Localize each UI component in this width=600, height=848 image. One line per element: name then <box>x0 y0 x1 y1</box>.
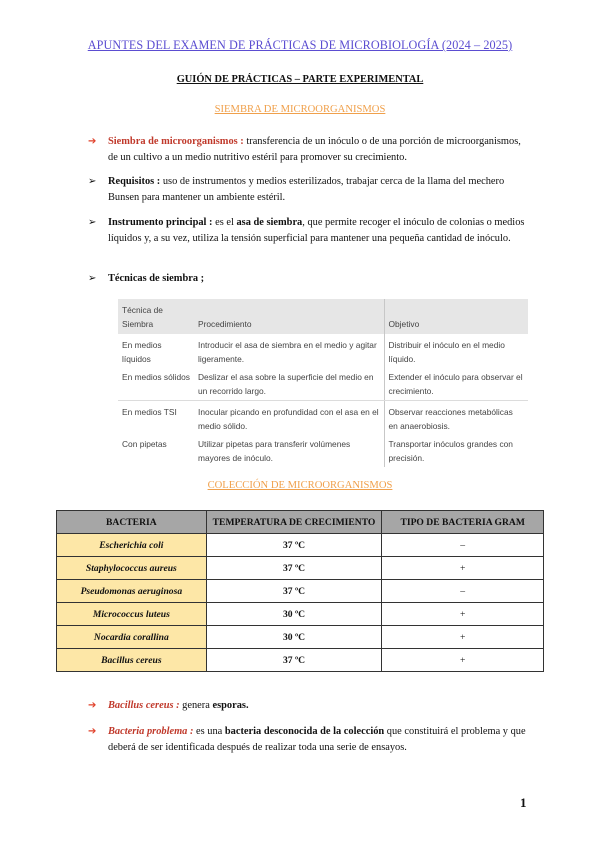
bullet-text: transferencia de un inóculo o de una porción de microorganismos, de un cultivo a un medio nutritivo estéril para promover su crecimiento. <box>108 136 521 163</box>
table-cell: En medios sólidos <box>118 368 194 401</box>
note-text: genera <box>179 700 213 711</box>
arrow-icon: ➔ <box>88 136 97 147</box>
bullet-term-asa: asa de siembra <box>236 217 303 228</box>
table-cell: Observar reacciones metabólicas en anaerobiosis. <box>388 407 513 431</box>
bullet-text: es el <box>212 217 237 228</box>
note-term: Bacteria problema : <box>108 726 194 737</box>
arrow-icon: ➔ <box>88 726 97 737</box>
note-text: que constituirá el problema y que deberá de ser identificada después de realizar toda una serie de ensayos. <box>108 726 526 753</box>
table-header: Objetivo <box>384 299 528 334</box>
table-cell: Transportar inóculos grandes con precisión. <box>388 439 513 463</box>
table-row <box>57 649 544 672</box>
page-number: 1 <box>520 795 527 810</box>
bullet-term: Requisitos : <box>108 176 161 187</box>
table-cell: Extender el inóculo para observar el crecimiento. <box>384 368 528 401</box>
bacteria-name: Staphylococcus aureus <box>57 557 207 580</box>
bullet-tecnicas <box>88 271 528 287</box>
arrowhead-icon: ➢ <box>88 217 97 228</box>
arrow-icon: ➔ <box>88 700 97 711</box>
bullet-siembra <box>88 134 528 165</box>
growth-temperature: 37 ºC <box>206 557 382 580</box>
bullet-instrumento <box>88 215 528 246</box>
table-header: TIPO DE BACTERIA GRAM <box>382 511 544 534</box>
document-title: APUNTES DEL EXAMEN DE PRÁCTICAS DE MICROBIOLOGÍA (2024 – 2025) <box>87 38 513 52</box>
bullet-term: Instrumento principal : <box>108 217 213 228</box>
bacteria-name: Nocardia corallina <box>57 626 207 649</box>
table-row <box>118 334 528 368</box>
table-cell: Deslizar el asa sobre la superficie del medio en un recorrido largo. <box>194 368 384 401</box>
siembra-techniques-table <box>118 299 528 467</box>
note-bacteria-problema <box>88 724 528 755</box>
note-bold: esporas. <box>212 700 249 711</box>
table-row <box>57 603 544 626</box>
bacteria-name: Micrococcus luteus <box>57 603 207 626</box>
table-row <box>118 435 528 467</box>
note-term: Bacillus cereus : <box>108 700 180 711</box>
growth-temperature: 37 ºC <box>206 649 382 672</box>
growth-temperature: 30 ºC <box>206 626 382 649</box>
gram-type: + <box>382 626 544 649</box>
table-header: BACTERIA <box>57 511 207 534</box>
table-cell: En medios TSI <box>122 407 177 417</box>
gram-type: + <box>382 557 544 580</box>
bacteria-name: Pseudomonas aeruginosa <box>57 580 207 603</box>
section-title-coleccion: COLECCIÓN DE MICROORGANISMOS <box>207 480 393 491</box>
bullet-term: Siembra de microorganismos : <box>108 136 244 147</box>
note-text: es una <box>193 726 225 737</box>
table-cell: Introducir el asa de siembra en el medio y agitar ligeramente. <box>194 334 384 368</box>
bacteria-collection-table <box>56 510 544 672</box>
arrowhead-icon: ➢ <box>88 176 97 187</box>
bullet-text: uso de instrumentos y medios esterilizados, trabajar cerca de la llama del mechero Bunsen para mantener un ambiente estéril. <box>108 176 505 203</box>
bullet-term: Técnicas de siembra ; <box>108 273 205 284</box>
table-cell: En medios líquidos <box>122 340 162 364</box>
section-title-siembra: SIEMBRA DE MICROORGANISMOS <box>214 104 386 115</box>
note-bold: bacteria desconocida de la colección <box>224 726 385 737</box>
table-cell: Distribuir el inóculo en el medio líquido. <box>388 340 505 364</box>
table-header: Procedimiento <box>194 299 384 334</box>
gram-type: + <box>382 603 544 626</box>
note-bacillus <box>88 698 528 714</box>
gram-type: – <box>382 534 544 557</box>
table-header: Técnica de Siembra <box>118 299 194 334</box>
table-row <box>57 557 544 580</box>
growth-temperature: 37 ºC <box>206 580 382 603</box>
bullet-text: , que permite recoger el inóculo de colonias o medios líquidos y, a su vez, utiliza la tensión superficial para mantener una pequeña cantidad de inóculo. <box>108 217 525 244</box>
document-subtitle: GUIÓN DE PRÁCTICAS – PARTE EXPERIMENTAL <box>176 74 424 85</box>
table-row <box>118 401 528 436</box>
table-row <box>57 534 544 557</box>
table-row <box>57 580 544 603</box>
bacteria-name: Escherichia coli <box>57 534 207 557</box>
bullet-requisitos <box>88 174 528 205</box>
table-header: TEMPERATURA DE CRECIMIENTO <box>206 511 382 534</box>
table-row <box>118 368 528 401</box>
table-row <box>57 626 544 649</box>
growth-temperature: 30 ºC <box>206 603 382 626</box>
growth-temperature: 37 ºC <box>206 534 382 557</box>
table-cell: Inocular picando en profundidad con el asa en el medio sólido. <box>194 401 384 436</box>
table-cell: Utilizar pipetas para transferir volúmenes mayores de inóculo. <box>194 435 384 467</box>
gram-type: + <box>382 649 544 672</box>
table-cell: Con pipetas <box>122 439 167 449</box>
arrowhead-icon: ➢ <box>88 273 97 284</box>
gram-type: – <box>382 580 544 603</box>
bacteria-name: Bacillus cereus <box>57 649 207 672</box>
